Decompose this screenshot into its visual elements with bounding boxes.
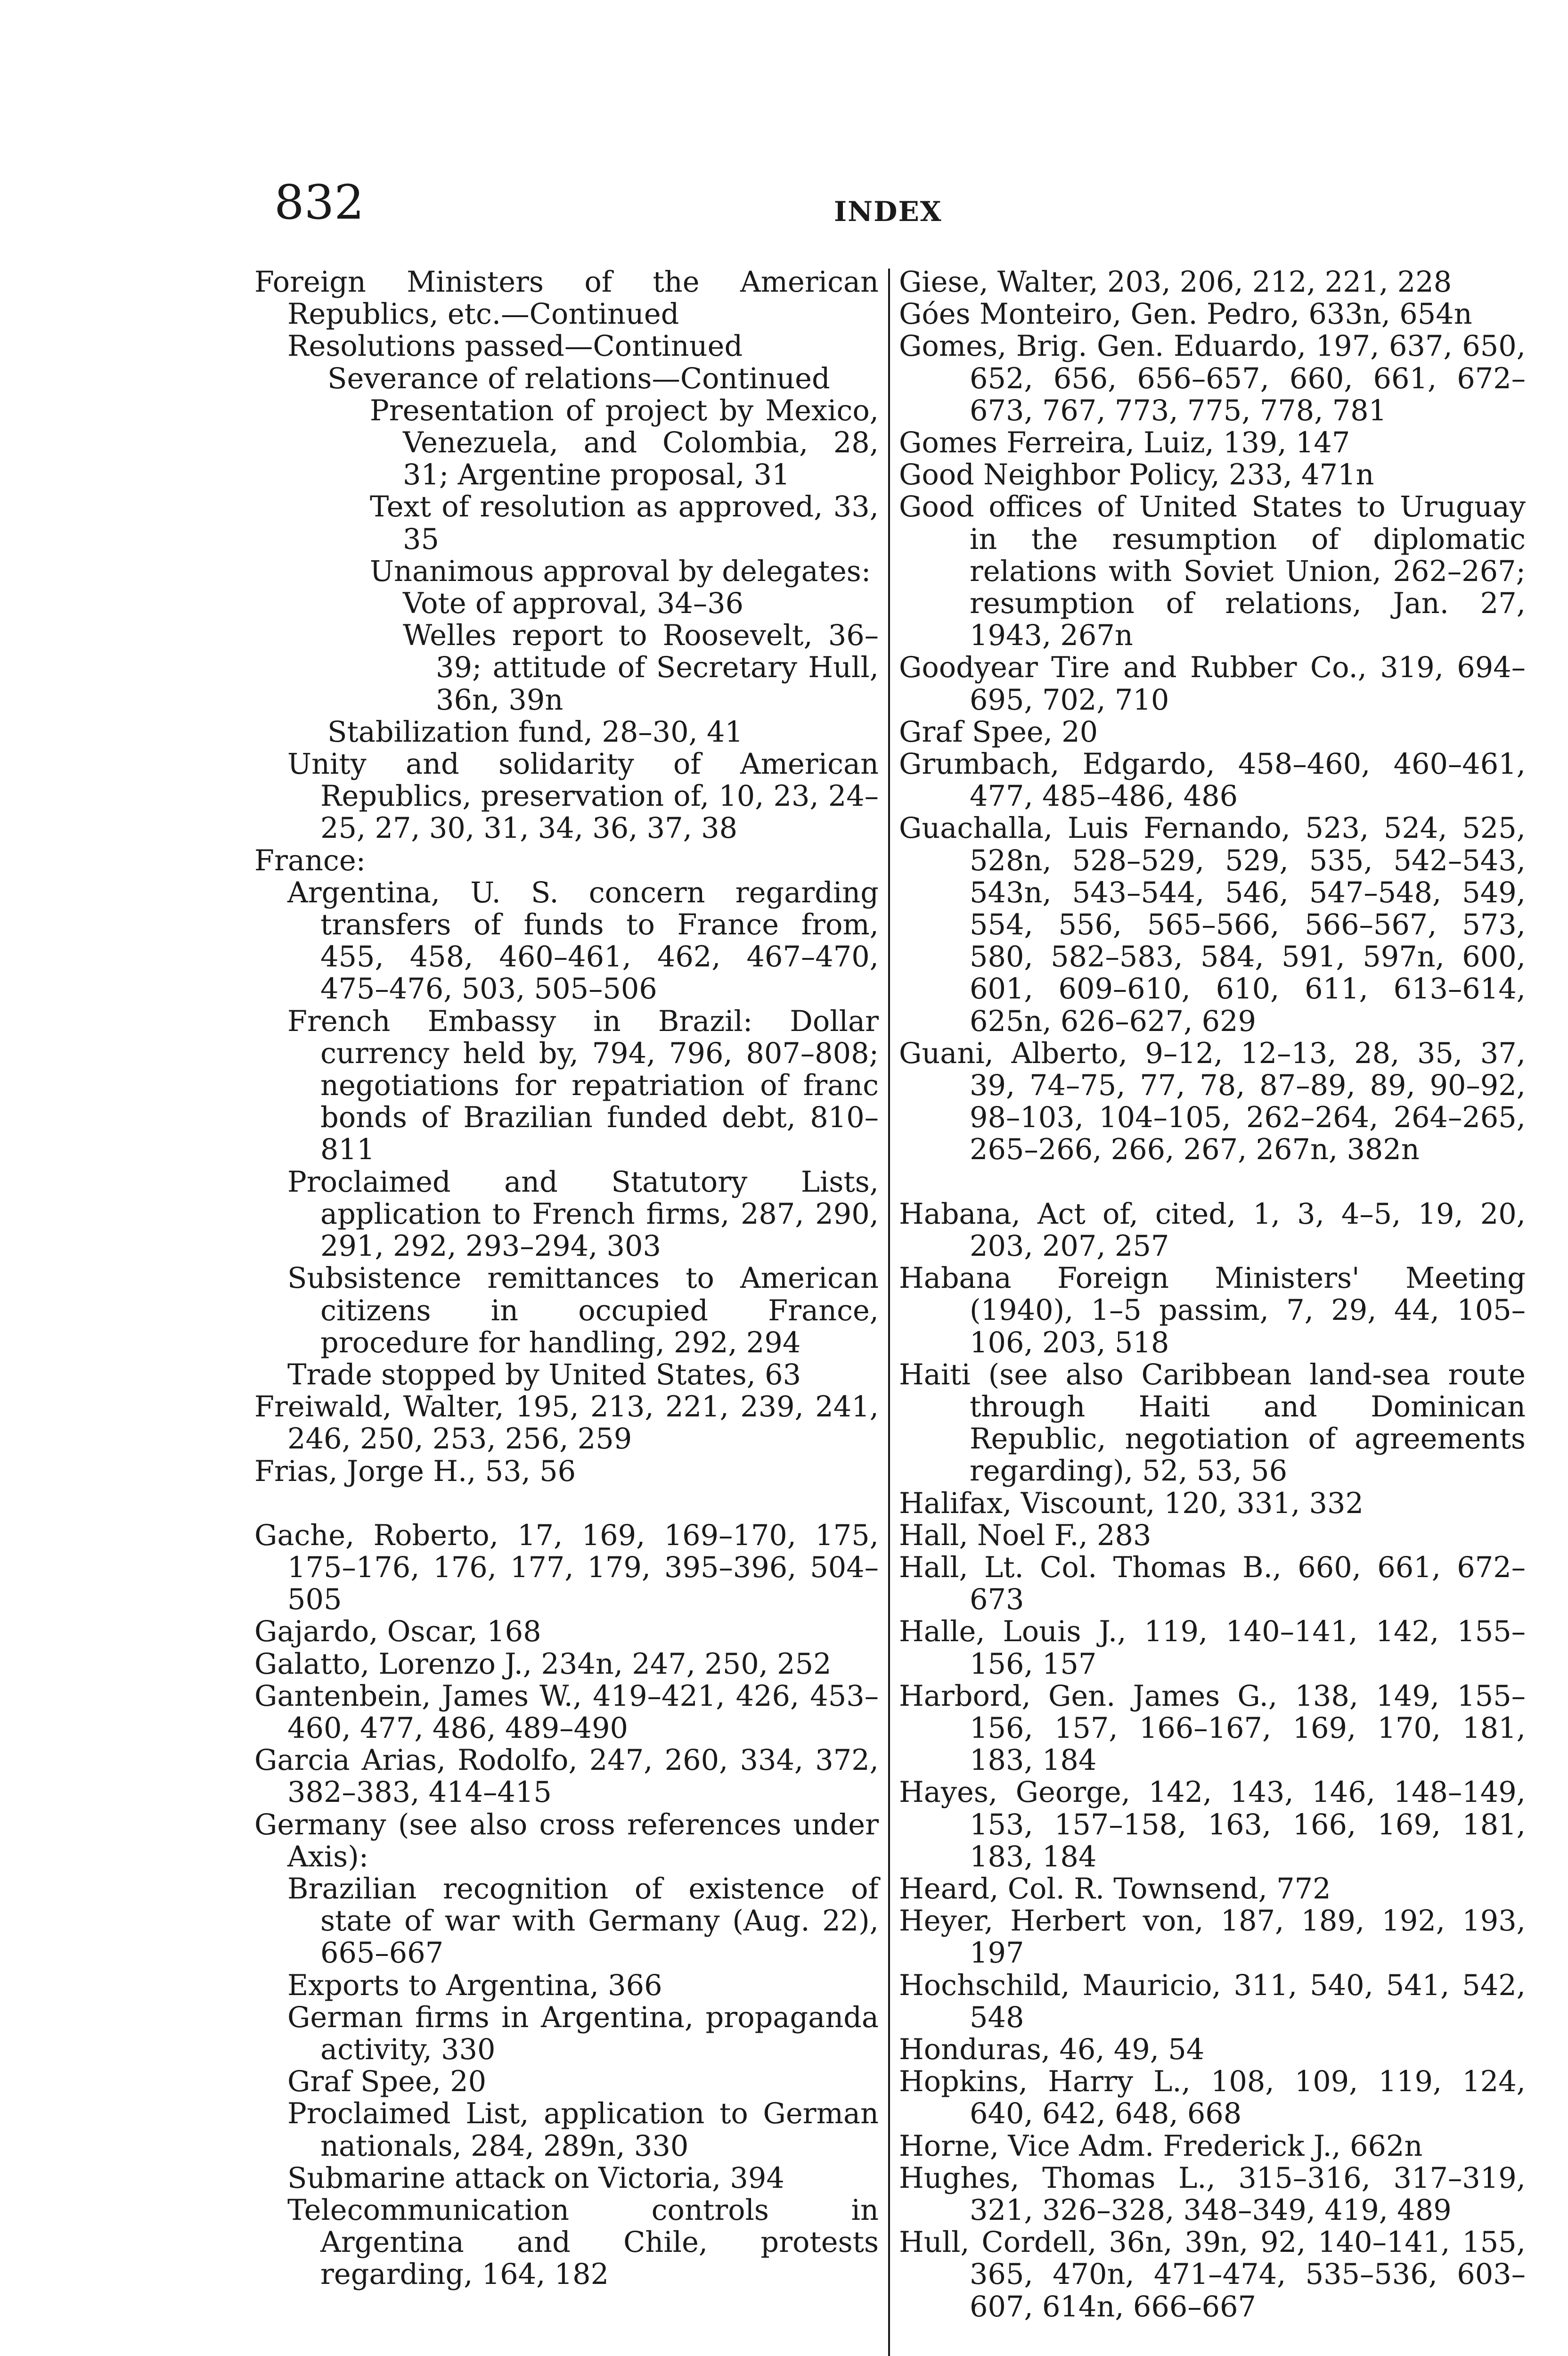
section-gap <box>899 1166 1526 1198</box>
index-entry: Hochschild, Mauricio, 311, 540, 541, 542, 548 <box>899 1969 1526 2034</box>
index-entry: Gantenbein, James W., 419–421, 426, 453–460, 477, 486, 489–490 <box>254 1679 879 1745</box>
index-entry: Hopkins, Harry L., 108, 109, 119, 124, 640, 642, 648, 668 <box>899 2065 1526 2131</box>
index-entry: Hall, Lt. Col. Thomas B., 660, 661, 672–673 <box>899 1551 1526 1617</box>
index-entry: Góes Monteiro, Gen. Pedro, 633n, 654n <box>899 298 1472 331</box>
index-entry: Proclaimed and Statutory Lists, application to French firms, 287, 290, 291, 292, 293–294, 303 <box>287 1165 879 1263</box>
page-number: 832 <box>274 175 364 230</box>
index-entry: Gache, Roberto, 17, 169, 169–170, 175, 175–176, 176, 177, 179, 395–396, 504–505 <box>254 1519 879 1617</box>
index-entry: Graf Spee, 20 <box>899 715 1098 749</box>
index-entry: Submarine attack on Victoria, 394 <box>287 2161 784 2195</box>
index-entry: Stabilization fund, 28–30, 41 <box>327 715 743 749</box>
index-entry: Halle, Louis J., 119, 140–141, 142, 155–156, 157 <box>899 1615 1526 1681</box>
index-entry: Horne, Vice Adm. Frederick J., 662n <box>899 2129 1423 2163</box>
index-entry: Text of resolution as approved, 33, 35 <box>370 491 879 556</box>
index-entry: Hull, Cordell, 36n, 39n, 92, 140–141, 155, 365, 470n, 471–474, 535–536, 603–607, 614n, 666–667 <box>899 2226 1526 2323</box>
index-entry: Giese, Walter, 203, 206, 212, 221, 228 <box>899 266 1452 299</box>
index-entry: Guani, Alberto, 9–12, 12–13, 28, 35, 37, 39, 74–75, 77, 78, 87–89, 89, 90–92, 98–103, 104–105, 262–264, 264–265, 265–266, 266, 267, 267n, 382n <box>899 1037 1526 1167</box>
index-entry: Good offices of United States to Uruguay in the resumption of diplomatic relations with Soviet Union, 262–267; resumption of relations, Jan. 27, 1943, 267n <box>899 491 1526 653</box>
index-entry: Hall, Noel F., 283 <box>899 1519 1152 1552</box>
index-entry: Heard, Col. R. Townsend, 772 <box>899 1872 1331 1906</box>
index-entry: Presentation of project by Mexico, Venezuela, and Colombia, 28, 31; Argentine proposal, 31 <box>370 394 879 492</box>
index-entry: Guachalla, Luis Fernando, 523, 524, 525, 528n, 528–529, 529, 535, 542–543, 543n, 543–544, 546, 547–548, 549, 554, 556, 565–566, 566–567, 573, 580, 582–583, 584, 591, 597n, 600, 601, 609–610, 610, 611, 613–614, 625n, 626–627, 629 <box>899 812 1526 1038</box>
index-column-right <box>899 266 1526 2323</box>
index-entry: Honduras, 46, 49, 54 <box>899 2033 1205 2066</box>
index-entry: Gajardo, Oscar, 168 <box>254 1615 541 1649</box>
index-entry: Proclaimed List, application to German nationals, 284, 289n, 330 <box>287 2097 879 2163</box>
index-column-left <box>254 266 879 2291</box>
index-entry: Graf Spee, 20 <box>287 2065 487 2099</box>
index-entry: Habana, Act of, cited, 1, 3, 4–5, 19, 20, 203, 207, 257 <box>899 1197 1526 1263</box>
index-entry: Argentina, U. S. concern regarding transfers of funds to France from, 455, 458, 460–461, 462, 467–470, 475–476, 503, 505–506 <box>287 876 879 1006</box>
index-entry: Vote of approval, 34–36 <box>403 587 744 621</box>
index-entry: Unanimous approval by delegates: <box>370 555 871 588</box>
index-entry: Exports to Argentina, 366 <box>287 1969 662 2002</box>
index-entry: Habana Foreign Ministers' Meeting (1940), 1–5 passim, 7, 29, 44, 105–106, 203, 518 <box>899 1262 1526 1359</box>
index-entry: Brazilian recognition of existence of state of war with Germany (Aug. 22), 665–667 <box>287 1872 879 1970</box>
index-entry: Haiti (see also Caribbean land-sea route through Haiti and Dominican Republic, negotiation of agreements regarding), 52, 53, 56 <box>899 1358 1526 1488</box>
index-entry: France: <box>254 844 366 877</box>
index-entry: Hayes, George, 142, 143, 146, 148–149, 153, 157–158, 163, 166, 169, 181, 183, 184 <box>899 1776 1526 1873</box>
index-entry: Hughes, Thomas L., 315–316, 317–319, 321, 326–328, 348–349, 419, 489 <box>899 2161 1526 2227</box>
index-entry: Subsistence remittances to American citizens in occupied France, procedure for handling, 292, 294 <box>287 1262 879 1359</box>
index-entry: Good Neighbor Policy, 233, 471n <box>899 458 1374 492</box>
index-entry: Frias, Jorge H., 53, 56 <box>254 1455 576 1488</box>
index-entry: Gomes Ferreira, Luiz, 139, 147 <box>899 426 1350 460</box>
index-entry: Foreign Ministers of the American Republics, etc.—Continued <box>254 266 879 331</box>
index-entry: Freiwald, Walter, 195, 213, 221, 239, 241, 246, 250, 253, 256, 259 <box>254 1391 879 1456</box>
running-head: INDEX <box>834 196 942 228</box>
index-entry: Heyer, Herbert von, 187, 189, 192, 193, 197 <box>899 1905 1526 1970</box>
index-entry: Goodyear Tire and Rubber Co., 319, 694–695, 702, 710 <box>899 651 1526 717</box>
index-entry: Welles report to Roosevelt, 36–39; attitude of Secretary Hull, 36n, 39n <box>403 619 879 717</box>
index-entry: Trade stopped by United States, 63 <box>287 1358 801 1391</box>
index-entry: Grumbach, Edgardo, 458–460, 460–461, 477, 485–486, 486 <box>899 748 1526 813</box>
index-entry: Telecommunication controls in Argentina and Chile, protests regarding, 164, 182 <box>287 2193 879 2291</box>
index-entry: Unity and solidarity of American Republics, preservation of, 10, 23, 24–25, 27, 30, 31, 34, 36, 37, 38 <box>287 748 879 845</box>
index-entry: French Embassy in Brazil: Dollar currency held by, 794, 796, 807–808; negotiations for repatriation of franc bonds of Brazilian funded debt, 810–811 <box>287 1005 879 1167</box>
index-entry: Gomes, Brig. Gen. Eduardo, 197, 637, 650, 652, 656, 656–657, 660, 661, 672–673, 767, 773, 775, 778, 781 <box>899 330 1526 427</box>
index-entry: Resolutions passed—Continued <box>287 330 743 363</box>
column-divider <box>888 269 890 2356</box>
index-entry: Galatto, Lorenzo J., 234n, 247, 250, 252 <box>254 1647 832 1681</box>
section-gap <box>254 1488 879 1520</box>
index-entry: Harbord, Gen. James G., 138, 149, 155–156, 157, 166–167, 169, 170, 181, 183, 184 <box>899 1679 1526 1777</box>
index-entry: Garcia Arias, Rodolfo, 247, 260, 334, 372, 382–383, 414–415 <box>254 1744 879 1809</box>
index-entry: German firms in Argentina, propaganda activity, 330 <box>287 2001 879 2066</box>
index-entry: Germany (see also cross references under Axis): <box>254 1808 879 1873</box>
index-entry: Severance of relations—Continued <box>327 362 830 395</box>
index-entry: Halifax, Viscount, 120, 331, 332 <box>899 1487 1364 1520</box>
